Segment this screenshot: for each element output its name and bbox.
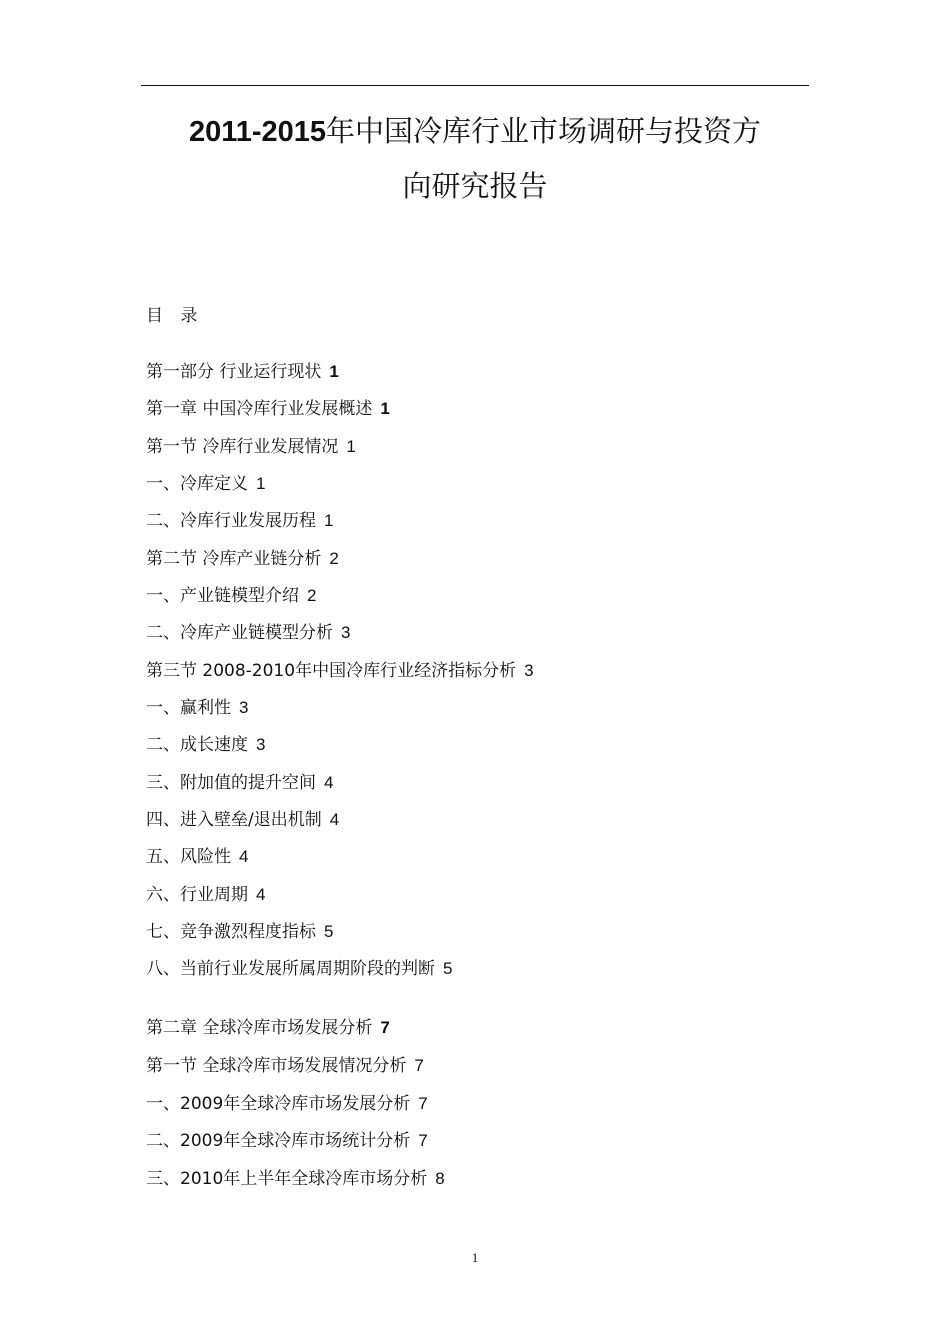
toc-entry (146, 360, 339, 384)
toc-entry-label: 第一节 全球冷库市场发展情况分析 (146, 1056, 407, 1076)
toc-entry-page: 7 (414, 1056, 424, 1075)
title-line-1-text: 年中国冷库行业市场调研与投资方 (326, 114, 762, 148)
toc-entry-label: 第三节 2008-2010年中国冷库行业经济指标分析 (146, 661, 517, 681)
toc-entry-page: 5 (443, 959, 453, 978)
toc-entry-label: 一、产业链模型介绍 (146, 586, 299, 606)
toc-entry-label: 第一节 冷库行业发展情况 (146, 437, 339, 457)
toc-entry (146, 696, 248, 720)
toc-heading: 目 录 (146, 306, 204, 326)
toc-entry-page: 4 (329, 810, 340, 829)
toc-entry-page: 3 (524, 661, 534, 680)
toc-entry-label: 二、成长速度 (146, 735, 248, 755)
toc-entry-page: 3 (239, 698, 249, 717)
toc-entry-label: 二、2009年全球冷库市场统计分析 (146, 1131, 411, 1151)
title-line-2: 向研究报告 (402, 169, 548, 203)
toc-entry-page: 1 (324, 511, 334, 530)
toc-entry-label: 三、2010年上半年全球冷库市场分析 (146, 1169, 428, 1189)
toc-entry (146, 435, 356, 459)
toc-entry-label: 三、附加值的提升空间 (146, 773, 316, 793)
toc-entry-label: 八、当前行业发展所属周期阶段的判断 (146, 959, 435, 979)
toc-entry (146, 808, 339, 832)
toc-entry-page: 1 (256, 474, 266, 493)
toc-entry-label: 二、冷库产业链模型分析 (146, 623, 333, 643)
toc-entry-page: 3 (341, 623, 351, 642)
toc-entry (146, 771, 333, 795)
toc-entry-page: 8 (435, 1169, 445, 1188)
toc-entry-page: 4 (324, 773, 334, 792)
title-years: 2011-2015 (188, 116, 327, 148)
toc-entry (146, 883, 265, 907)
toc-entry-page: 1 (346, 437, 356, 456)
top-rule (141, 85, 809, 86)
toc-entry-label: 六、行业周期 (146, 885, 248, 905)
toc-entry (146, 584, 316, 608)
toc-entry (146, 1167, 445, 1191)
toc-entry-label: 七、竞争激烈程度指标 (146, 922, 316, 942)
toc-entry-page: 1 (380, 399, 390, 418)
toc-entry (146, 659, 534, 683)
toc-entry (146, 733, 265, 757)
toc-entry-page: 2 (307, 586, 317, 605)
toc-entry (146, 509, 333, 533)
page-number: 1 (471, 1250, 479, 1265)
toc-entry-label: 第一部分 行业运行现状 (146, 362, 322, 382)
title-line-1 (100, 104, 850, 159)
toc-entry-page: 5 (324, 922, 334, 941)
toc-entry (146, 1016, 390, 1040)
toc-entry (146, 1092, 428, 1116)
toc-entry-page: 3 (256, 735, 266, 754)
toc-entry (146, 621, 350, 645)
toc-entry-page: 7 (380, 1018, 390, 1037)
toc-entry (146, 1054, 424, 1078)
toc-entry-label: 五、风险性 (146, 847, 231, 867)
toc-entry-label: 一、赢利性 (146, 698, 231, 718)
toc-entry (146, 920, 333, 944)
toc-entry-page: 1 (329, 362, 339, 381)
toc-entry-label: 四、进入壁垒/退出机制 (146, 810, 322, 830)
toc-entry (146, 397, 390, 421)
toc-entry (146, 1129, 428, 1153)
toc-entry-page: 4 (239, 847, 249, 866)
toc-entry-label: 第一章 中国冷库行业发展概述 (146, 399, 373, 419)
toc-entry-label: 二、冷库行业发展历程 (146, 511, 316, 531)
toc-entry-page: 2 (329, 549, 339, 568)
toc-entry (146, 547, 339, 571)
toc-entry (146, 845, 248, 869)
toc-entry-label: 一、冷库定义 (146, 474, 248, 494)
toc-entry-label: 第二节 冷库产业链分析 (146, 549, 322, 569)
toc-entry-label: 一、2009年全球冷库市场发展分析 (146, 1094, 411, 1114)
toc-entry-page: 7 (418, 1094, 428, 1113)
toc-entry (146, 472, 265, 496)
toc-entry-page: 7 (418, 1131, 428, 1150)
toc-entry (146, 957, 452, 981)
toc-entry-page: 4 (256, 885, 266, 904)
document-title (100, 104, 850, 213)
toc-entry-label: 第二章 全球冷库市场发展分析 (146, 1018, 373, 1038)
